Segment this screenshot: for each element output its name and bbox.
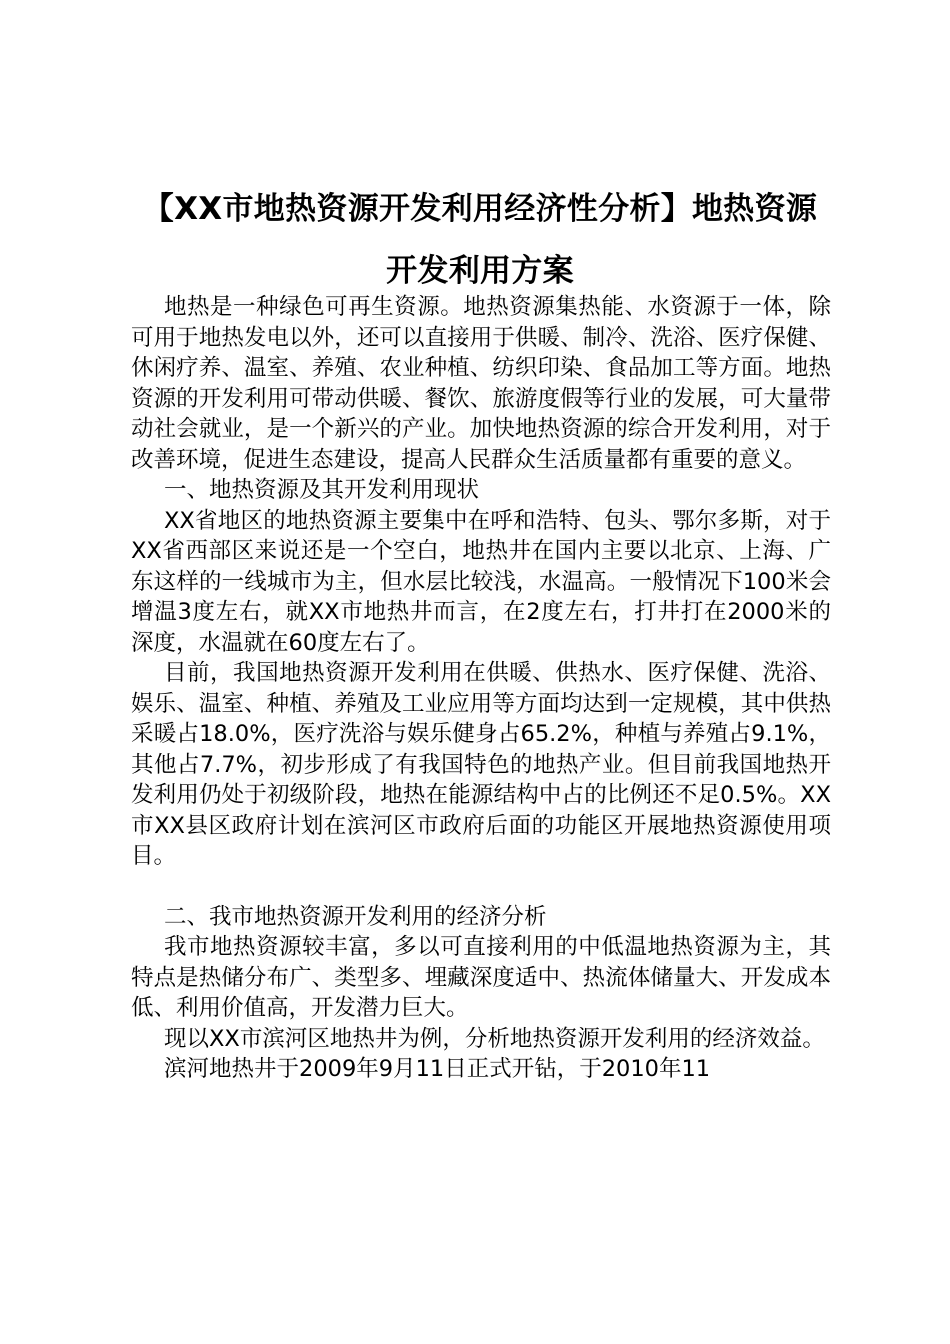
paragraph-gap <box>131 872 831 902</box>
paragraph-local-resources: 我市地热资源较丰富，多以可直接利用的中低温地热资源为主，其特点是热储分布广、类型多、埋藏深度适中、热流体储量大、开发成本低、利用价值高，开发潜力巨大。 <box>131 934 831 1021</box>
document-title: 【XX市地热资源开发利用经济性分析】地热资源开发利用方案 <box>142 191 818 289</box>
paragraph-regional-status: XX省地区的地热资源主要集中在呼和浩特、包头、鄂尔多斯，对于XX省西部区来说还是一个空白，地热井在国内主要以北京、上海、广东这样的一线城市为主，但水层比较浅，水温高。一般情况下100米会增温3度左右，就XX市地热井而言，在2度左右，打井打在2000米的深度，水温就在60度左右了。 <box>131 507 831 656</box>
paragraph-intro: 地热是一种绿色可再生资源。地热资源集热能、水资源于一体，除可用于地热发电以外，还可以直接用于供暖、制冷、洗浴、医疗保健、休闲疗养、温室、养殖、农业种植、纺织印染、食品加工等方面。地热资源的开发利用可带动供暖、餐饮、旅游度假等行业的发展，可大量带动社会就业，是一个新兴的产业。加快地热资源的综合开发利用，对于改善环境，促进生态建设，提高人民群众生活质量都有重要的意义。 <box>131 294 831 473</box>
section-heading-2: 二、我市地热资源开发利用的经济分析 <box>164 903 547 930</box>
section-heading-1: 一、地热资源及其开发利用现状 <box>164 477 480 503</box>
document-body <box>131 292 831 1085</box>
paragraph-example-intro: 现以XX市滨河区地热井为例，分析地热资源开发利用的经济效益。 <box>164 1025 825 1052</box>
paragraph-binhe-well: 滨河地热井于2009年9月11日正式开钻，于2010年11 <box>164 1056 711 1082</box>
paragraph-national-status: 目前，我国地热资源开发利用在供暖、供热水、医疗保健、洗浴、娱乐、温室、种植、养殖及工业应用等方面均达到一定规模，其中供热采暖占18.0%，医疗洗浴与娱乐健身占65.2%，种植与养殖占9.1%，其他占7.7%，初步形成了有我国特色的地热产业。但目前我国地热开发利用仍处于初级阶段，地热在能源结构中占的比例还不足0.5%。XX市XX县区政府计划在滨河区市政府后面的功能区开展地热资源使用项目。 <box>131 660 831 869</box>
